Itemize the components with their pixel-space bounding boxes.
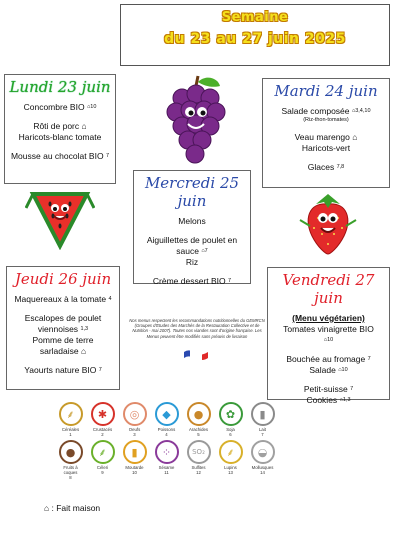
menu-item: Petit-suisse $^7$ [303, 384, 354, 394]
allergen-item: ▮ Lait 7 [248, 402, 277, 437]
week-title-box [120, 4, 390, 66]
menu-vegetarian-label: (Menu végétarien) [292, 313, 365, 323]
allergen-item: ✱ Crustacés 2 [88, 402, 117, 437]
allergen-item: SO₂ Sulfites 12 [184, 440, 213, 480]
day-heading-mercredi: Mercredi 25 juin [144, 174, 240, 210]
homemade-legend: ⌂ : Fait maison [44, 503, 101, 513]
fish-icon: ◆ [155, 402, 179, 426]
allergen-item: ✿ Soja 6 [216, 402, 245, 437]
mollusc-icon: ◒ [251, 440, 275, 464]
menu-item: viennoises $^{1,3}$ [37, 324, 89, 334]
week-dates: du 23 au 27 juin 2025 [164, 31, 346, 47]
sulfites-icon: SO₂ [187, 440, 211, 464]
week-title: Semaine [221, 10, 289, 25]
day-box-mercredi [133, 170, 251, 284]
menu-item-detail: (Riz-thon-tomates) [303, 117, 349, 123]
allergen-row [56, 440, 306, 480]
allergen-item: ◎ Oeufs 3 [120, 402, 149, 437]
menu-item: Bouchée au fromage $^7$ [286, 354, 371, 364]
menu-item: Salade $^{⌂10}$ [309, 365, 348, 375]
allergen-item: ◆ Poissons 4 [152, 402, 181, 437]
sesame-icon: ⁘ [155, 440, 179, 464]
watermelon-illustration [25, 186, 95, 250]
grapes-illustration [166, 74, 226, 166]
cereal-icon: ⸙ [59, 402, 83, 426]
allergen-item: ⸙ Céréales 1 [56, 402, 85, 437]
menu-item: Salade composée $^{⌂3,4,10}$ [281, 106, 371, 116]
day-box-jeudi [6, 266, 120, 390]
allergen-item: ▮ Moutarde 10 [120, 440, 149, 480]
allergen-item: ⸙ Céleri 9 [88, 440, 117, 480]
menu-item: Cookies $^{⌂1,3}$ [306, 395, 351, 405]
menu-item: Mousse au chocolat BIO $^7$ [10, 151, 110, 161]
lupin-icon: ⸙ [219, 440, 243, 464]
menu-item: sarladaise ⌂ [39, 346, 87, 356]
allergen-item: ● Fruits à coques 8 [56, 440, 85, 480]
allergen-item: ● Arachides 5 [184, 402, 213, 437]
mustard-icon: ▮ [123, 440, 147, 464]
menu-item: Pomme de terre [32, 335, 94, 345]
nutrition-note: Nos menus respectent les recommandations nutritionnelles du GEMRCN (Groupes d'Etudes des Marchés de la Restauration Collective et de Nutrition - mai 2007). Toutes nos viandes sont d'origine française. Les Menus peuvent être modifiés sans préavis de livraison [129, 318, 265, 339]
egg-icon: ◎ [123, 402, 147, 426]
menu-item: Haricots-vert [301, 143, 351, 153]
menu-item: Aiguillettes de poulet en [146, 235, 238, 245]
menu-item: ⌂10 [323, 337, 334, 343]
day-box-vendredi [267, 267, 390, 405]
allergen-row [56, 402, 306, 437]
menu-item: Escalopes de poulet [24, 313, 102, 323]
menu-item: Maquereaux à la tomate $^4$ [14, 294, 112, 304]
peanut-icon: ● [187, 402, 211, 426]
france-flag-icon [182, 348, 210, 362]
menu-item: Crème dessert BIO $^7$ [152, 276, 232, 286]
day-heading-lundi: Lundi 23 juin [9, 78, 111, 96]
day-heading-jeudi: Jeudi 26 juin [14, 270, 112, 288]
menu-item: Glaces $^{7,8}$ [307, 162, 345, 172]
nuts-icon: ● [59, 440, 83, 464]
celery-icon: ⸙ [91, 440, 115, 464]
menu-item: Rôti de porc ⌂ [33, 121, 87, 131]
crab-icon: ✱ [91, 402, 115, 426]
day-box-lundi [4, 74, 116, 184]
menu-item: Concombre BIO $^{⌂10}$ [23, 102, 97, 112]
allergen-item: ⸙ Lupins 13 [216, 440, 245, 480]
menu-item: Veau marengo ⌂ [294, 132, 358, 142]
menu-item: Tomates vinaigrette BIO [283, 324, 374, 334]
menu-item: Haricots-blanc tomate [18, 132, 102, 142]
menu-item: Yaourts nature BIO $^7$ [24, 365, 102, 375]
soy-icon: ✿ [219, 402, 243, 426]
allergen-item: ⁘ Sésame 11 [152, 440, 181, 480]
day-heading-vendredi: Vendredi 27 juin [282, 271, 375, 307]
milk-icon: ▮ [251, 402, 275, 426]
allergen-legend [56, 402, 306, 483]
menu-item: Riz [185, 257, 199, 267]
menu-item: Melons [178, 216, 206, 226]
strawberry-illustration [296, 190, 360, 258]
menu-item: sauce $^{⌂7}$ [176, 246, 208, 256]
day-box-mardi [262, 78, 390, 188]
day-heading-mardi: Mardi 24 juin [274, 82, 378, 100]
allergen-item: ◒ Mollusques 14 [248, 440, 277, 480]
